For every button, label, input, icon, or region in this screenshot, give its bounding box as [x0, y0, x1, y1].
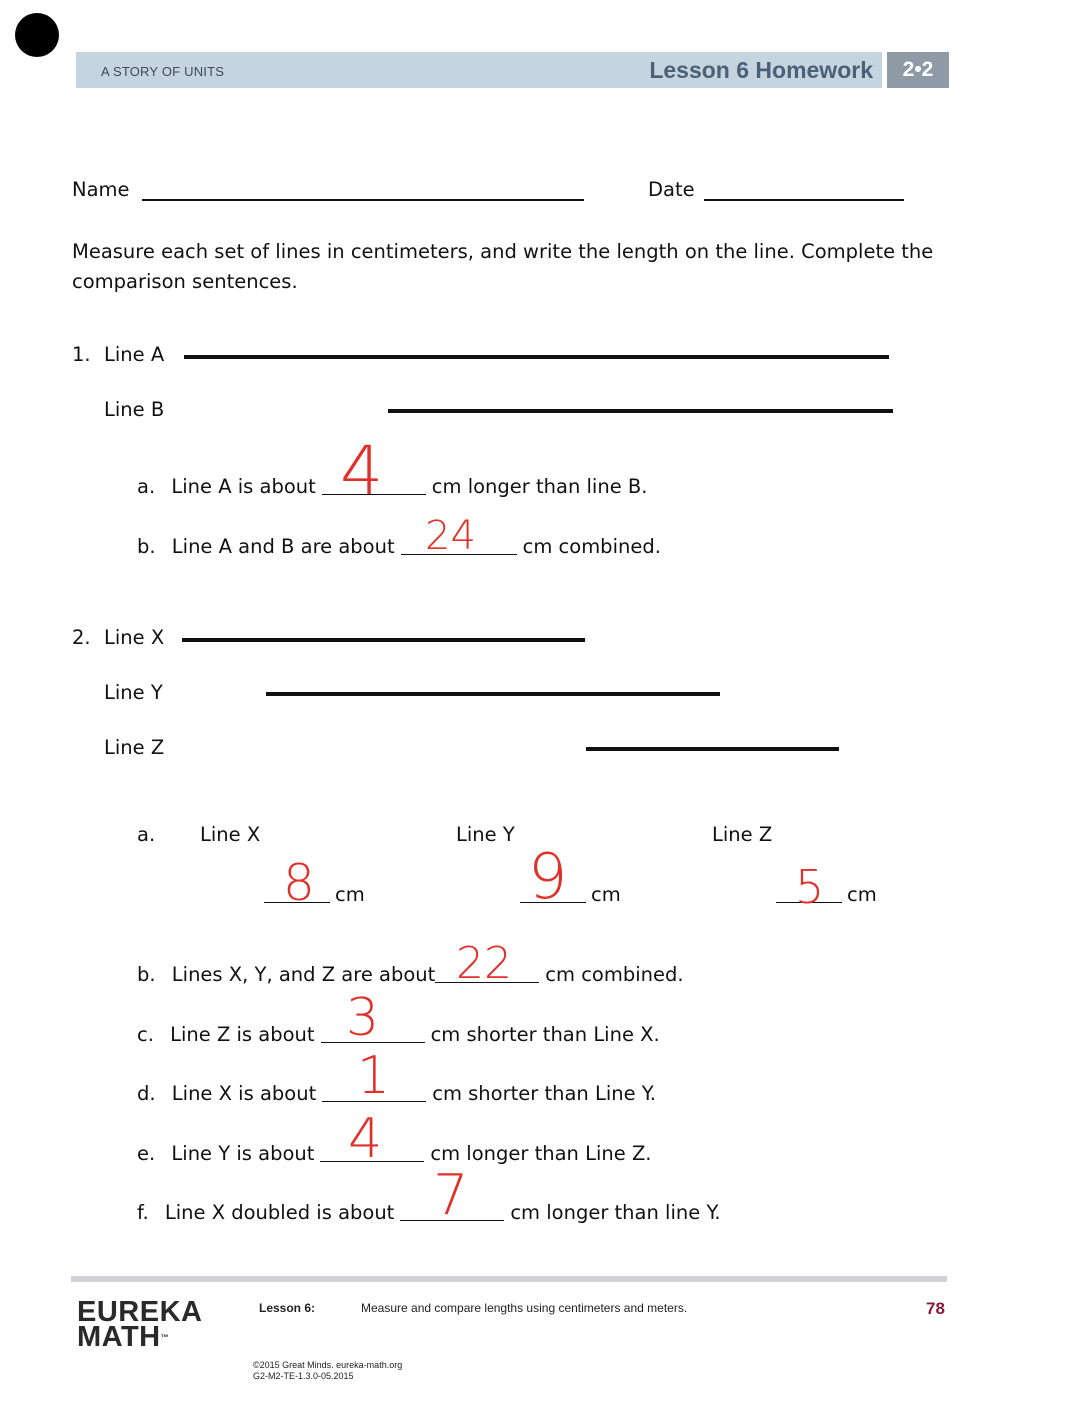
unit-label: cm: [335, 883, 365, 906]
line-a-label: Line A: [104, 343, 165, 366]
handwritten-answer: 9: [528, 840, 568, 913]
line-a: [184, 355, 889, 359]
date-field[interactable]: [704, 199, 904, 201]
line-z-caption: Line Z: [712, 823, 773, 846]
line-z-label: Line Z: [104, 736, 165, 759]
line-y-label: Line Y: [104, 681, 163, 704]
module-badge: 2•2: [887, 52, 949, 88]
problem-2d: [137, 1084, 656, 1104]
copyright: ©2015 Great Minds. eureka-math.org: [253, 1360, 403, 1370]
handwritten-answer: 5: [795, 860, 825, 914]
item-letter: e.: [137, 1142, 156, 1165]
instructions-line-1: Measure each set of lines in centimeters, and write the length on the line. Complete the: [72, 240, 934, 263]
name-label: Name: [72, 178, 130, 201]
handwritten-answer: 22: [456, 938, 512, 989]
line-z: [586, 747, 839, 751]
problem-2b: [137, 965, 684, 985]
problem-2c: [137, 1025, 660, 1045]
item-text: cm combined.: [545, 963, 684, 986]
logo-line-2: MATH™: [77, 1321, 170, 1353]
line-b-label: Line B: [104, 398, 165, 421]
problem-2f: [137, 1203, 721, 1223]
series-title: A STORY OF UNITS: [101, 64, 225, 79]
footer-lesson-desc: Measure and compare lengths using centimeters and meters.: [361, 1301, 688, 1315]
page-number: 78: [926, 1299, 945, 1318]
item-text: Line Z is about: [170, 1023, 315, 1046]
line-z-measure: [776, 885, 877, 905]
punch-hole: [15, 13, 59, 57]
problem-2-number: 2.: [72, 626, 91, 649]
item-letter: b.: [137, 535, 156, 558]
footer-rule: [71, 1276, 947, 1282]
item-text: cm shorter than Line Y.: [432, 1082, 656, 1105]
item-text: Line Y is about: [171, 1142, 315, 1165]
handwritten-answer: 4: [348, 1107, 383, 1170]
line-x: [182, 638, 585, 642]
item-text: cm longer than Line Z.: [430, 1142, 652, 1165]
item-text: Line X doubled is about: [164, 1201, 395, 1224]
item-letter: f.: [137, 1201, 149, 1224]
problem-1a: [137, 477, 647, 497]
item-text: Line A and B are about: [171, 535, 395, 558]
lesson-title: Lesson 6 Homework: [649, 57, 873, 83]
line-b: [388, 409, 893, 413]
problem-1b: [137, 537, 661, 557]
handwritten-answer: 4: [340, 432, 384, 511]
item-text: Line X is about: [171, 1082, 317, 1105]
item-text: cm combined.: [522, 535, 661, 558]
footer-lesson-label: Lesson 6:: [259, 1301, 316, 1315]
line-y-caption: Line Y: [456, 823, 515, 846]
handwritten-answer: 24: [425, 513, 476, 559]
item-letter: d.: [137, 1082, 156, 1105]
line-x-label: Line X: [104, 626, 165, 649]
item-letter: a.: [137, 475, 156, 498]
item-text: cm shorter than Line X.: [430, 1023, 660, 1046]
document-code: G2-M2-TE-1.3.0-05.2015: [253, 1371, 354, 1381]
problem-2a-letter: a.: [137, 823, 156, 846]
item-text: cm longer than line Y.: [510, 1201, 721, 1224]
logo-line-1: EUREKA: [77, 1296, 203, 1328]
line-y: [266, 692, 720, 696]
eureka-math-logo: [77, 1296, 203, 1353]
problem-1-number: 1.: [72, 343, 91, 366]
unit-label: cm: [847, 883, 877, 906]
handwritten-answer: 8: [283, 854, 315, 912]
problem-2e: [137, 1144, 652, 1164]
item-letter: c.: [137, 1023, 154, 1046]
handwritten-answer: 7: [433, 1163, 469, 1228]
unit-label: cm: [591, 883, 621, 906]
line-x-caption: Line X: [200, 823, 261, 846]
handwritten-answer: 3: [346, 988, 380, 1048]
item-text: Lines X, Y, and Z are about: [171, 963, 436, 986]
date-label: Date: [648, 178, 695, 201]
name-field[interactable]: [142, 199, 584, 201]
item-text: cm longer than line B.: [431, 475, 648, 498]
handwritten-answer: 1: [357, 1046, 391, 1106]
item-text: Line A is about: [171, 475, 316, 498]
item-letter: b.: [137, 963, 156, 986]
instructions-line-2: comparison sentences.: [72, 270, 298, 293]
